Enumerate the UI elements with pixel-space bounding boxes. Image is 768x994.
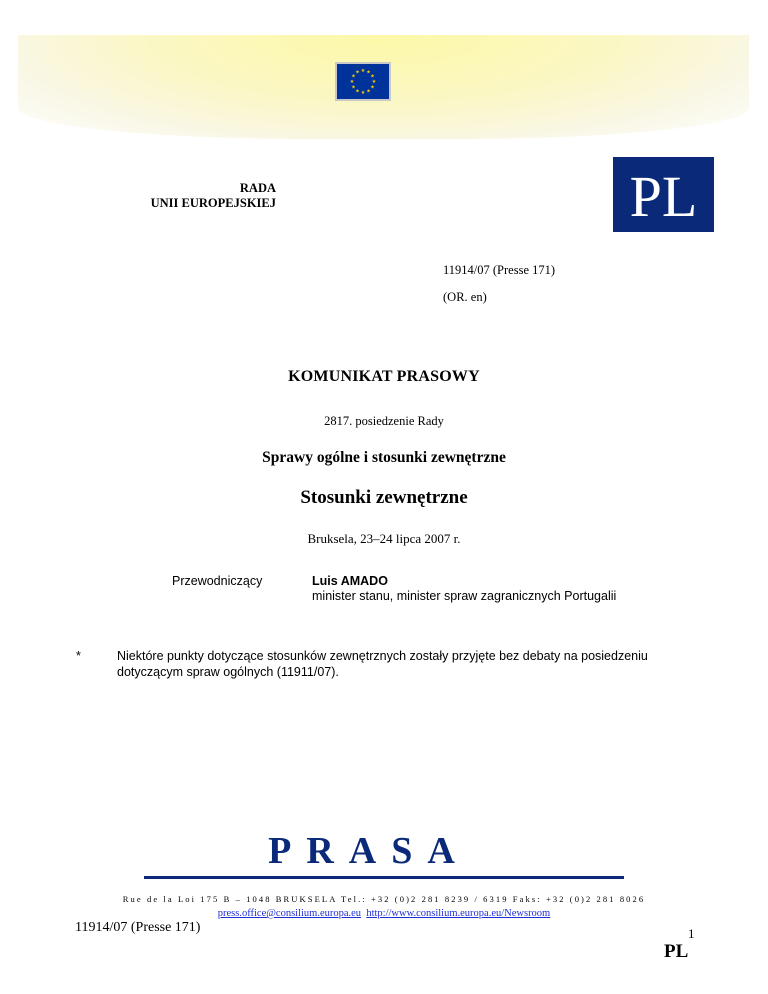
council-configuration: Sprawy ogólne i stosunki zewnętrzne: [262, 449, 506, 466]
topic-heading: Stosunki zewnętrzne: [300, 487, 468, 508]
flag-star-icon: ★: [360, 69, 366, 75]
press-address: Rue de la Loi 175 B – 1048 BRUKSELA Tel.: +32 (0)2 281 8239 / 6319 Faks: +32 (0)2 281 8026: [122, 894, 646, 904]
flag-star-icon: ★: [355, 70, 360, 76]
note-text: Niektóre punkty dotyczące stosunków zewnętrznych zostały przyjęte bez debaty na posiedzeniu dotyczącym spraw ogólnych (11911/07).: [117, 649, 648, 679]
website-link[interactable]: http://www.consilium.europa.eu/Newsroom: [366, 908, 551, 919]
flag-star-icon: ★: [370, 85, 375, 91]
flag-star-icon: ★: [351, 74, 356, 80]
council-line-1: RADA: [239, 181, 276, 195]
page-number: 1: [688, 926, 695, 941]
flag-star-icon: ★: [370, 74, 375, 80]
eu-stars: [337, 64, 389, 99]
contact-links: [0, 908, 768, 919]
presidency-name: Luis AMADO: [312, 574, 388, 588]
footer-document-reference: 11914/07 (Presse 171): [75, 920, 201, 935]
press-title: PRASA: [268, 830, 470, 872]
council-name: [60, 181, 276, 211]
presidency-role: minister stanu, minister spraw zagranicznych Portugalii: [312, 589, 617, 603]
flag-star-icon: ★: [349, 80, 355, 86]
note-marker: *: [76, 649, 81, 663]
press-divider: [144, 876, 624, 879]
flag-star-icon: ★: [366, 70, 371, 76]
eu-flag-icon: [335, 62, 391, 101]
document-reference: 11914/07 (Presse 171): [443, 263, 556, 277]
language-badge-label: PL: [629, 164, 698, 229]
place-date: Bruksela, 23–24 lipca 2007 r.: [307, 531, 461, 546]
footer-language: PL: [664, 941, 689, 962]
presidency-label: Przewodniczący: [172, 574, 263, 588]
flag-star-icon: ★: [351, 85, 356, 91]
flag-star-icon: ★: [371, 80, 377, 86]
flag-star-icon: ★: [360, 91, 366, 97]
original-language: (OR. en): [443, 290, 487, 304]
page-title: KOMUNIKAT PRASOWY: [288, 368, 480, 385]
language-badge: [613, 157, 714, 232]
email-link[interactable]: press.office@consilium.europa.eu: [217, 908, 362, 919]
meeting-number: 2817. posiedzenie Rady: [324, 414, 444, 428]
flag-star-icon: ★: [355, 89, 360, 95]
flag-star-icon: ★: [366, 89, 371, 95]
council-line-2: UNII EUROPEJSKIEJ: [150, 196, 276, 210]
